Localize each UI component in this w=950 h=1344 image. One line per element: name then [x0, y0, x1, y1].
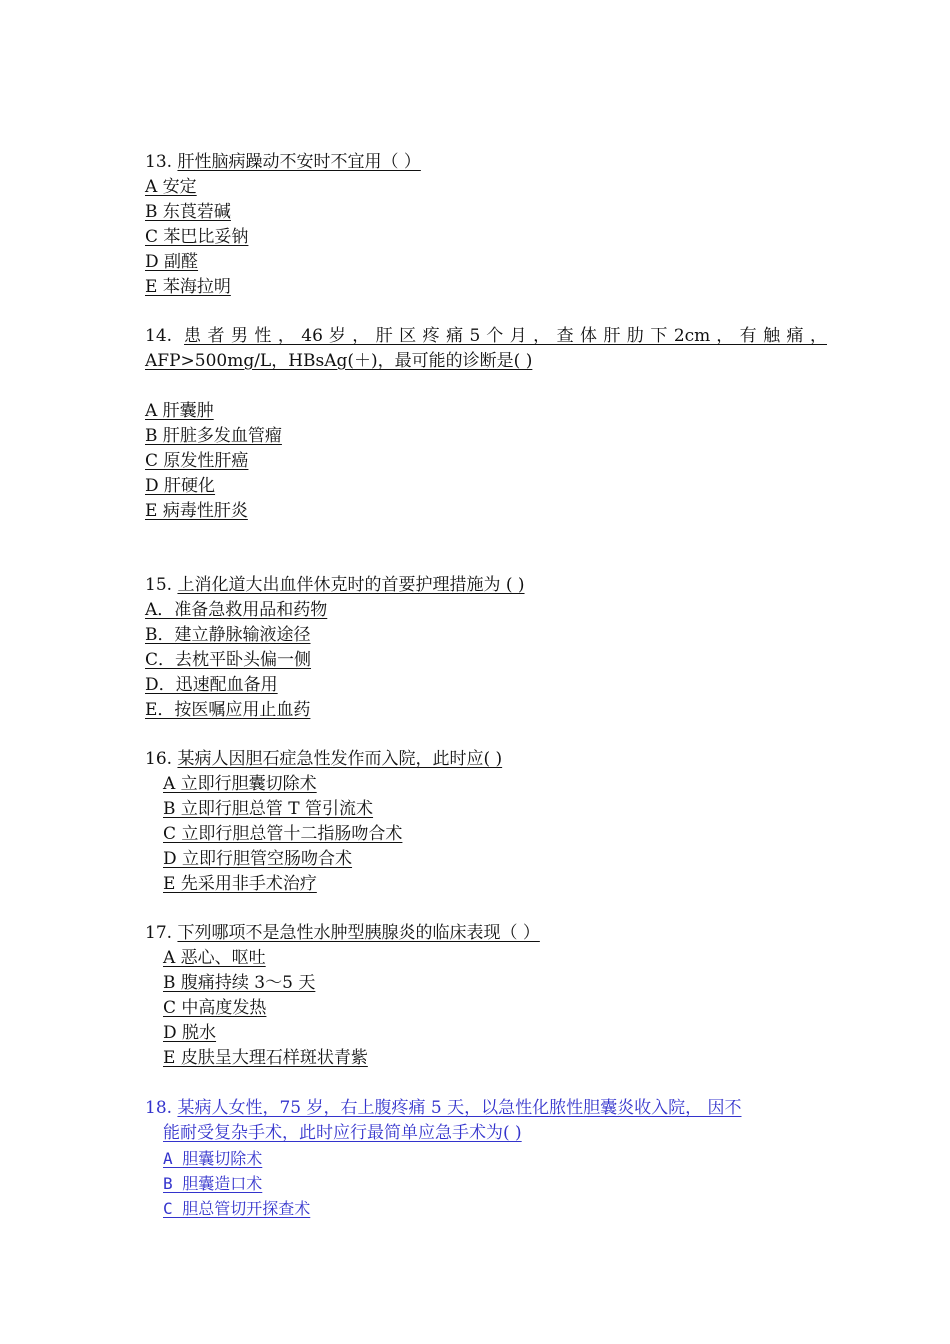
question-18 [145, 1096, 742, 1221]
option-c: C 苯巴比妥钠 [145, 227, 249, 247]
question-14-stem-line-1 [145, 324, 827, 349]
option-a: A 胆囊切除术 [163, 1149, 263, 1168]
option-b: B 胆囊造口术 [163, 1174, 263, 1193]
spacer [145, 374, 827, 399]
option-d: D 立即行胆管空肠吻合术 [163, 849, 353, 869]
option-e: E 先采用非手术治疗 [163, 874, 317, 894]
question-stem-line-2: AFP>500mg/L，HBsAg(＋)，最可能的诊断是( ) [145, 351, 533, 371]
option-e: E．按医嘱应用止血药 [145, 700, 311, 720]
question-stem-line-2: 能耐受复杂手术，此时应行最简单应急手术为( ) [163, 1123, 522, 1143]
question-18-stem-line-1 [145, 1096, 742, 1121]
option-d: D 脱水 [163, 1023, 217, 1043]
option-c: C 中高度发热 [163, 998, 267, 1018]
option-a: A 恶心、呕吐 [163, 948, 266, 968]
question-number: 15. [145, 575, 173, 595]
question-number: 13. [145, 152, 173, 172]
question-14 [145, 324, 827, 524]
question-number: 18. [145, 1098, 173, 1118]
question-stem: 某病人因胆石症急性发作而入院，此时应( ) [177, 749, 503, 769]
option-a: A．准备急救用品和药物 [145, 600, 328, 620]
option-c: C．去枕平卧头偏一侧 [145, 650, 312, 670]
option-b: B 立即行胆总管 T 管引流术 [163, 799, 374, 819]
question-13-stem-line [145, 150, 421, 175]
option-b: B 肝脏多发血管瘤 [145, 426, 282, 446]
option-c: C 原发性肝癌 [145, 451, 249, 471]
question-stem: 下列哪项不是急性水肿型胰腺炎的临床表现（ ） [177, 923, 540, 943]
question-17-stem-line [145, 921, 540, 946]
option-a: A 安定 [145, 177, 197, 197]
question-stem-line-1: 患 者 男 性 ， 46 岁 ， 肝 区 疼 痛 5 个 月 ， 查 体 肝 肋 下 2cm ， 有 触 痛 ， [184, 326, 827, 346]
option-b: B 腹痛持续 3～5 天 [163, 973, 316, 993]
option-d: D．迅速配血备用 [145, 675, 278, 695]
question-13 [145, 150, 421, 300]
question-stem: 上消化道大出血伴休克时的首要护理措施为 ( ) [177, 575, 525, 595]
option-d: D 肝硬化 [145, 476, 216, 496]
option-a: A 肝囊肿 [145, 401, 214, 421]
question-number: 16. [145, 749, 173, 769]
question-number: 14. [145, 326, 173, 346]
question-16 [145, 747, 502, 897]
question-stem-line-1: 某病人女性，75 岁，右上腹疼痛 5 天，以急性化脓性胆囊炎收入院， 因不 [177, 1098, 742, 1118]
option-d: D 副醛 [145, 252, 199, 272]
question-stem: 肝性脑病躁动不安时不宜用（ ） [177, 152, 421, 172]
option-c: C 立即行胆总管十二指肠吻合术 [163, 824, 403, 844]
question-number: 17. [145, 923, 173, 943]
question-16-stem-line [145, 747, 502, 772]
question-17 [145, 921, 540, 1071]
option-b: B 东莨菪碱 [145, 202, 231, 222]
option-e: E 皮肤呈大理石样斑状青紫 [163, 1048, 368, 1068]
option-c: C 胆总管切开探查术 [163, 1199, 311, 1218]
option-a: A 立即行胆囊切除术 [163, 774, 317, 794]
option-e: E 病毒性肝炎 [145, 501, 248, 521]
question-15 [145, 573, 525, 723]
question-15-stem-line [145, 573, 525, 598]
option-b: B．建立静脉输液途径 [145, 625, 311, 645]
option-e: E 苯海拉明 [145, 277, 231, 297]
